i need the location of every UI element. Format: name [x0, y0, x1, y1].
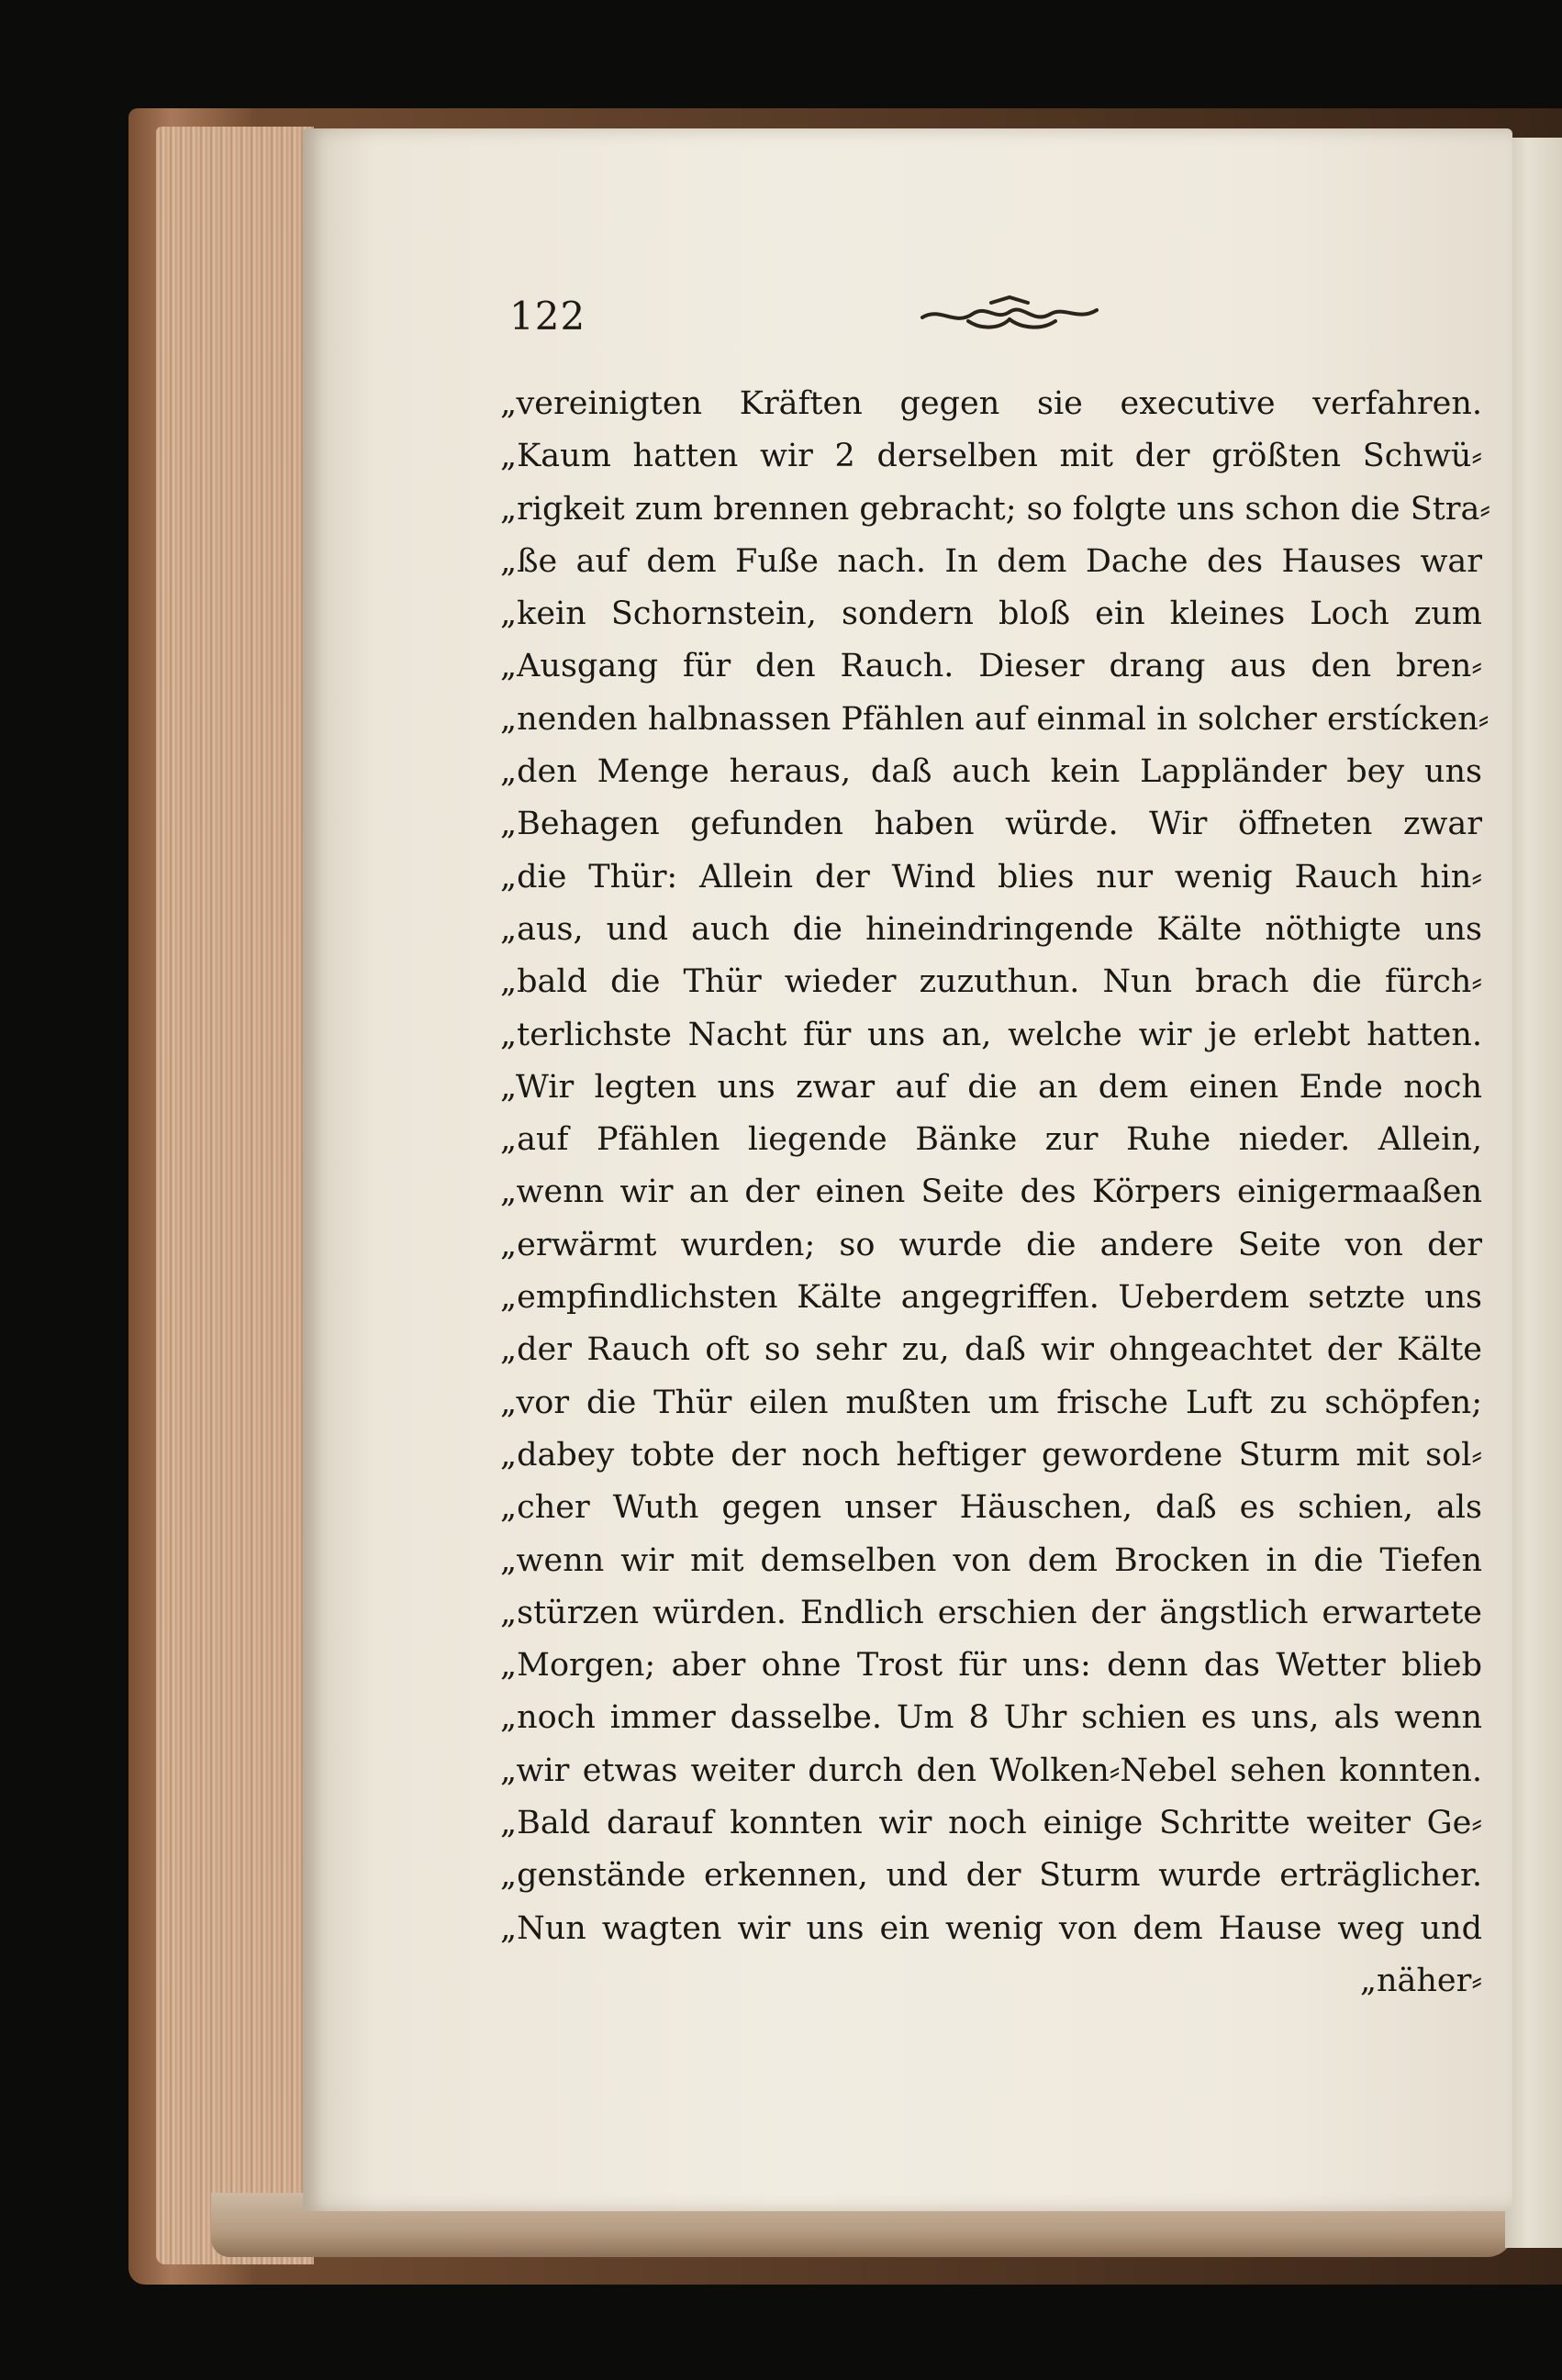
text-line: „Ausgang für den Rauch. Dieser drang aus den bren⸗ — [500, 648, 1482, 685]
text-line: „dabey tobte der noch heftiger gewordene Sturm mit sol⸗ — [500, 1436, 1482, 1474]
body-text — [500, 378, 1491, 2007]
text-line: „wenn wir an der einen Seite des Körpers einigermaaßen — [500, 1173, 1482, 1211]
page-edges — [156, 127, 314, 2264]
text-line: „rigkeit zum brennen gebracht; so folgte uns schon die Stra⸗ — [500, 490, 1491, 528]
page-number: 122 — [509, 294, 586, 339]
text-line: „terlichste Nacht für uns an, welche wir je erlebt hatten. — [500, 1016, 1482, 1053]
text-line: „kein Schornstein, sondern bloß ein kleines Loch zum — [500, 595, 1482, 633]
text-line: „wenn wir mit demselben von dem Brocken in die Tiefen — [500, 1541, 1482, 1579]
text-line: „vereinigten Kräften gegen sie executive verfahren. — [500, 385, 1482, 422]
text-line: „Bald darauf konnten wir noch einige Schritte weiter Ge⸗ — [500, 1805, 1482, 1842]
text-line: „den Menge heraus, daß auch kein Lappländer bey uns — [500, 753, 1482, 791]
facing-page-edge — [1505, 138, 1562, 2248]
text-line: „stürzen würden. Endlich erschien der ängstlich erwartete — [500, 1594, 1482, 1631]
text-line: „Nun wagten wir uns ein wenig von dem Hause weg und — [500, 1909, 1482, 1947]
page-header — [509, 294, 1464, 349]
text-line: „wir etwas weiter durch den Wolken⸗Nebel sehen konnten. — [500, 1752, 1482, 1789]
text-line: „aus, und auch die hineindringende Kälte nöthigte uns — [500, 910, 1482, 948]
text-line: „Wir legten uns zwar auf die an dem einen Ende noch — [500, 1068, 1482, 1106]
text-line: „erwärmt wurden; so wurde die andere Seite von der — [500, 1226, 1482, 1263]
text-line: „noch immer dasselbe. Um 8 Uhr schien es uns, als wenn — [500, 1699, 1482, 1737]
book-page — [303, 128, 1512, 2211]
text-line: „cher Wuth gegen unser Häuschen, daß es schien, als — [500, 1489, 1482, 1527]
decorative-flourish-icon — [913, 294, 1106, 338]
catchword: „näher⸗ — [1359, 1962, 1482, 1999]
text-line: „bald die Thür wieder zuzuthun. Nun brach die fürch⸗ — [500, 963, 1482, 1001]
text-line: „nenden halbnassen Pfählen auf einmal in solcher erstícken⸗ — [500, 700, 1489, 738]
text-line: „die Thür: Allein der Wind blies nur wenig Rauch hin⸗ — [500, 858, 1482, 895]
text-line: „empfindlichsten Kälte angegriffen. Ueberdem setzte uns — [500, 1279, 1482, 1317]
text-line: „Morgen; aber ohne Trost für uns: denn das Wetter blieb — [500, 1647, 1482, 1685]
text-line: „Behagen gefunden haben würde. Wir öffneten zwar — [500, 806, 1482, 843]
text-line: „auf Pfählen liegende Bänke zur Ruhe nieder. Allein, — [500, 1121, 1482, 1159]
text-line: „ße auf dem Fuße nach. In dem Dache des Hauses war — [500, 542, 1482, 580]
text-line: „Kaum hatten wir 2 derselben mit der größten Schwü⸗ — [500, 438, 1482, 475]
text-line: „genstände erkennen, und der Sturm wurde erträglicher. — [500, 1857, 1482, 1895]
text-line: „der Rauch oft so sehr zu, daß wir ohngeachtet der Kälte — [500, 1331, 1482, 1369]
text-line: „vor die Thür eilen mußten um frische Luft zu schöpfen; — [500, 1384, 1482, 1421]
